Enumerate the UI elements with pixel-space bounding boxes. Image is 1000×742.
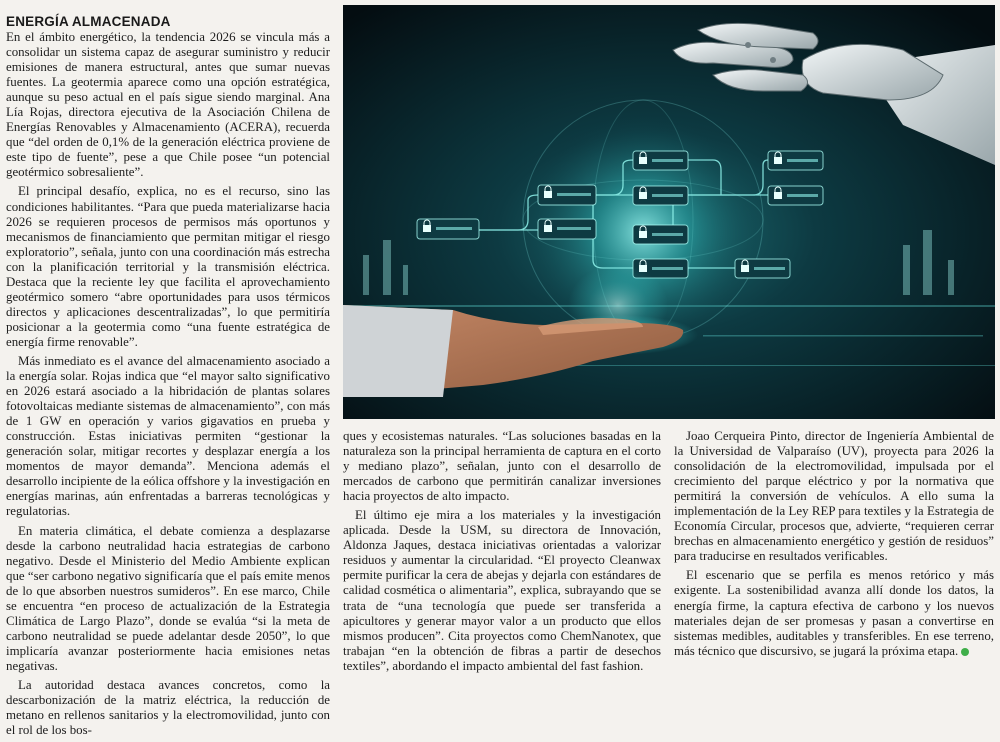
article-column-middle: [343, 429, 661, 678]
paragraph: En materia climática, el debate comienza a desplazarse desde la carbono neutralidad hacia estrategias de carbono negativo. Desde el Ministerio del Medio Ambiente explican que “ser carbono negativo significaría que el país emite menos de lo que absorben nuestros sumideros”. En ese marco, Chile se encuentra “en proceso de actualización de la Estrategia Climática de Largo Plazo”, donde se evalúa “si la meta de carbono neutralidad se puede adelantar desde 2050”, lo que implicaría avanzar posteriormente hacia emisiones netas negativas.: [6, 523, 330, 673]
article-column-right: [674, 429, 994, 663]
padlock-icon: [768, 151, 823, 170]
article-photo: [343, 5, 995, 419]
article-column-left: [6, 14, 330, 742]
padlock-icon: [633, 151, 688, 170]
section-title: ENERGÍA ALMACENADA: [6, 14, 171, 29]
padlock-icon: [538, 185, 596, 205]
paragraph: El último eje mira a los materiales y la investigación aplicada. Desde la USM, su directora de Innovación, Aldonza Jaques, destaca iniciativas orientadas a valorizar residuos y aumentar la circularidad. “El proyecto Cleanwax permite purificar la cera de abejas y dejarla con estándares de calidad cosmética o alimentaria”, explica, subrayando que se trata de “una tecnología que puede ser transferida a apicultores y generar mayor valor a un producto que ellos mismos producen”. Cita proyectos como ChemNanotex, que trabajan “en la obtención de fibras a partir de desechos textiles”, abordando el impacto ambiental del fast fashion.: [343, 508, 661, 673]
photo-illustration: [343, 5, 995, 419]
paragraph: Más inmediato es el avance del almacenamiento asociado a la energía solar. Rojas indica que “el mayor salto significativo en 2026 estará asociado a la hibridación de plantas solares fotovoltaicas mediante sistemas de almacenamiento”, con más de 1 GW en operación y varios gigavatios en prueba y construcción. Estas iniciativas permiten “gestionar la generación solar, mitigar recortes y desplazar energía a los momentos de mayor demanda”. Menciona además el desarrollo incipiente de la eólica offshore y la investigación en energías marinas, aún enfrentadas a barreras tecnológicas y regulatorias.: [6, 353, 330, 519]
paragraph: Joao Cerqueira Pinto, director de Ingeniería Ambiental de la Universidad de Valparaíso (UV), proyecta para 2026 la consolidación de la electromovilidad, impulsada por el crecimiento del parque eléctrico y por la normativa que permitirá la conversión de vehículos. A ello suma la implementación de la Ley REP para textiles y la Estrategia de Economía Circular, procesos que, advierte, “requieren cerrar brechas en almacenamiento energético y gestión de residuos” para traducirse en resultados verificables.: [674, 429, 994, 564]
paragraph: La autoridad destaca avances concretos, como la descarbonización de la matriz eléctrica, la reducción de metano en rellenos sanitarios y la electromovilidad, junto con el rol de los bos-: [6, 677, 330, 738]
padlock-icon: [538, 219, 596, 239]
paragraph: ques y ecosistemas naturales. “Las soluciones basadas en la naturaleza son la principal herramienta de captura en el corto y mediano plazo”, señalan, junto con el desarrollo de mercados de carbono que permitirán canalizar inversiones hacia proyectos de alto impacto.: [343, 429, 661, 504]
padlock-icon: [633, 186, 688, 205]
paragraph: En el ámbito energético, la tendencia 2026 se vincula más a consolidar un sistema capaz de asegurar suministro y reducir emisiones de manera estructural, antes que sumar nuevas fuentes. La geotermia aparece como una opción estratégica, aunque su peso actual en el país sigue siendo marginal. Ana Lía Rojas, directora ejecutiva de la Asociación Chilena de Energías Renovables y Almacenamiento (ACERA), recuerda que “del orden de 0,1% de la generación eléctrica proviene de este tipo de fuente”, pese a que Chile posee “un potencial geotérmico sobresaliente”.: [6, 30, 330, 180]
end-of-article-icon: [961, 648, 969, 656]
padlock-icon: [735, 259, 790, 278]
padlock-icon: [417, 219, 479, 239]
paragraph-last: [674, 568, 994, 658]
padlock-icon: [633, 225, 688, 244]
paragraph-text: El escenario que se perfila es menos retórico y más exigente. La sostenibilidad avanza allí donde los datos, la energía firme, la captura efectiva de carbono y los nuevos materiales dejan de ser promesas y pasan a convertirse en sistemas medibles, auditables y transferibles. En ese terreno, más técnico que discursivo, se jugará la próxima etapa.: [674, 568, 994, 658]
padlock-icon: [768, 186, 823, 205]
paragraph: El principal desafío, explica, no es el recurso, sino las condiciones habilitantes. “Para que pueda materializarse hacia 2026 se requieren procesos de permisos más oportunos y mecanismos de financiamiento que permitan mitigar el riesgo exploratorio”, señala, junto con una coordinación más estrecha con la planificación territorial y la transmisión eléctrica. Destaca que la reciente ley que facilita el aprovechamiento geotérmico somero “abre oportunidades para usos térmicos directos y aplicaciones descentralizadas”, lo que permitiría posicionar a la geotermia como “una fuente estratégica de energía firme renovable”.: [6, 184, 330, 349]
